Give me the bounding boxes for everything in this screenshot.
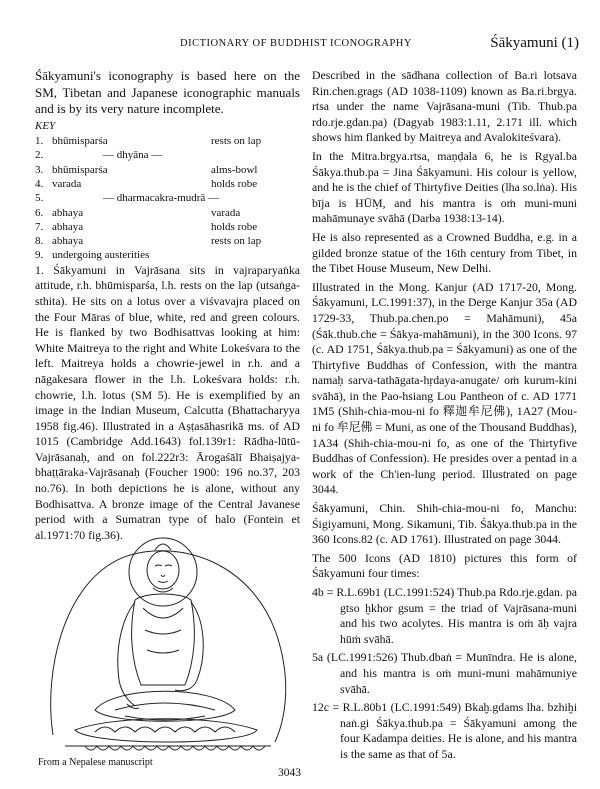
head-halo <box>129 538 197 606</box>
page-label: Śākyamuni (1) <box>490 35 579 51</box>
icon-entry: 12c = R.L.80b1 (LC.1991:549) Bkaḫ.gdams lha. bzhiḫi naṅ.gi Śākya.thub.pa = Śākyamuni among the four Kadampa deities. He is alone, and his mantra is the same as that of 5a. <box>312 700 577 761</box>
left-column <box>35 68 300 546</box>
key-both: — dhyāna — <box>103 149 163 162</box>
key-left-hand: varada <box>211 206 241 219</box>
page-number: 3043 <box>278 767 301 779</box>
key-right-hand: abhaya <box>52 206 84 219</box>
key-row <box>35 148 300 162</box>
key-right-hand: bhūmisparśa <box>52 163 108 176</box>
key-right-hand: abhaya <box>52 235 84 248</box>
key-num: 2. <box>35 149 44 162</box>
key-right-hand: varada <box>52 177 82 190</box>
key-row <box>35 177 300 191</box>
key-row <box>35 234 300 248</box>
body-paragraph: He is also represented as a Crowned Buddha, e.g. in a gilded bronze statue of the 16th century from Tibet, in the Tibet House Museum, New Delhi. <box>312 229 577 276</box>
key-left-hand: alms-bowl <box>211 163 258 176</box>
right-column <box>312 68 577 766</box>
key-row <box>35 163 300 177</box>
key-row <box>35 134 300 148</box>
body-paragraph: In the Mitra.brgya.rtsa, maṇḍala 6, he is Rgyal.ba Śākya.thub.pa = Jina Śākyamuni. His colour is yellow, and he is the chief of Thirtyfive Deities (lha so.lṅa). His bīja is HŪṂ, and his mantra is oṁ muni-muni mahāmunaye svāhā (Darba 1938:13-14). <box>312 148 577 226</box>
key-left-hand: holds robe <box>211 220 258 233</box>
figure-caption: From a Nepalese manuscript <box>38 757 153 768</box>
key-num: 6. <box>35 206 44 219</box>
key-row <box>35 191 300 205</box>
icon-entry: 5a (LC.1991:526) Thub.dbaṅ = Munīndra. He is alone, and his mantra is oṁ muni-muni mahāmuniye svāhā. <box>312 650 577 696</box>
key-row <box>35 206 300 220</box>
key-table <box>35 134 300 263</box>
key-left-hand: rests on lap <box>211 135 262 148</box>
running-title: DICTIONARY OF BUDDHIST ICONOGRAPHY <box>180 38 412 49</box>
key-num: 7. <box>35 220 44 233</box>
key-left-hand: holds robe <box>211 177 258 190</box>
key-left-hand: rests on lap <box>211 235 262 248</box>
body-halo <box>51 551 286 742</box>
key-right-hand: undergoing austerities <box>52 249 150 262</box>
key-num: 3. <box>35 163 44 176</box>
body-paragraph: Illustrated in the Mong. Kanjur (AD 1717-20, Mong. Śākyamuni, LC.1991:37), in the Derge Kanjur 35a (AD 1729-33, Thub.pa.chen.po = Mahāmuni), 45a (Śāk.thub.che = Śākya-mahāmuni), in the 300 Icons. 97 (c. AD 1751, Śākya.thub.pa = Śākyamuni) as one of the Thirtyfive Buddhas of Confession, with the mantra namaḥ sarva-tathāgata-hṛdaya-anugate/ oṁ kurum-kini svāhā), in the Pao-hsiang Lou Pantheon of c. AD 1771 1M5 (Shih-chia-mou-ni fo 釋迦牟尼佛), 1A27 (Mou-ni fo 牟尼佛 = Muni, as one of the Thousand Buddhas), 1A34 (Shih-chia-mou-ni fo, as one of the Thirtyfive Buddhas of Confession). He presides over a pentad in a work of the Ch'ien-lung period. Illustrated on page 3044. <box>312 279 577 497</box>
key-num: 5. <box>35 192 44 205</box>
key-label: KEY <box>35 119 56 132</box>
intro-paragraph: Śākyamuni's iconography is based here on the SM, Tibetan and Japanese iconographic manuals and is by its very nature incomplete. <box>35 68 300 116</box>
icon-entry: 4b = R.L.69b1 (LC.1991:524) Thub.pa Rdo.rje.gdan. pa gtso ḫkhor gsum = the triad of Vajrāsana-muni and his two acolytes. His mantra is oṁ āḥ vajra hūṁ svāhā. <box>312 585 577 646</box>
key-num: 8. <box>35 235 44 248</box>
body-paragraph: The 500 Icons (AD 1810) pictures this form of Śākyamuni four times: <box>312 550 577 581</box>
key-right-hand: bhūmisparśa <box>52 135 108 148</box>
buddha-illustration <box>35 520 300 762</box>
body-paragraph: Described in the sādhana collection of Ba.ri lotsava Rin.chen.grags (AD 1038-1109) known as Ba.ri.brgya. rtsa under the name Vajrāsana-muni (Tib. Thub.pa rdo.rje.gdan.pa) (Dagyab 1983:1.11, 2.171 ill. which shows him flanked by Maitreya and Avalokiteśvara). <box>312 68 577 145</box>
body-paragraph: Śākyamuni, Chin. Shih-chia-mou-ni fo, Manchu: Śigiyamuni, Mong. Sikamuni, Tib. Śākya.thub.pa in the 360 Icons.82 (c. AD 1761). Illustrated on page 3044. <box>312 501 577 547</box>
key-num: 9. <box>35 249 44 262</box>
key-num: 1. <box>35 135 44 148</box>
running-header <box>0 35 600 58</box>
key-row <box>35 220 300 234</box>
key-right-hand: abhaya <box>52 220 84 233</box>
key-row <box>35 248 300 262</box>
body-paragraph: 1. Śākyamuni in Vajrāsana sits in vajraparyaṅka attitude, r.h. bhūmisparśa, l.h. rests on the lap (utsaṅga-sthita). He sits on a lotus over a viśvavajra placed on the Four Māras of blue, white, red and green colours. He is flanked by two Bodhisattvas looking at him: White Maitreya to the right and White Lokeśvara to the left. Maitreya holds a chowrie-jewel in r.h. and a nāgakesara flower in the l.h. Lokeśvara holds: r.h. chowrie, l.h. lotus (SM 5). He is exemplified by an image in the Indian Museum, Calcutta (Bhattacharyya 1958 fig.46). Illustrated in a Aṣṭasāhasrikā ms. of AD 1015 (Cambridge Add.1643) fol.139r1: Rādha-lūtū-Vajrāsanaḥ, and on fol.222r3: Ārogaśālī Bhaiṣajya-bhaṭṭāraka-Vajrāsanaḥ (Foucher 1900: 196 no.37, 203 no.76). In both depictions he is alone, without any Bodhisattva. A bronze image of the Central Javanese period with a Sumatran type of halo (Fontein et al.1971:70 fig.36). <box>35 262 300 542</box>
key-num: 4. <box>35 177 44 190</box>
key-both: — dharmacakra-mudrā — <box>103 192 220 205</box>
